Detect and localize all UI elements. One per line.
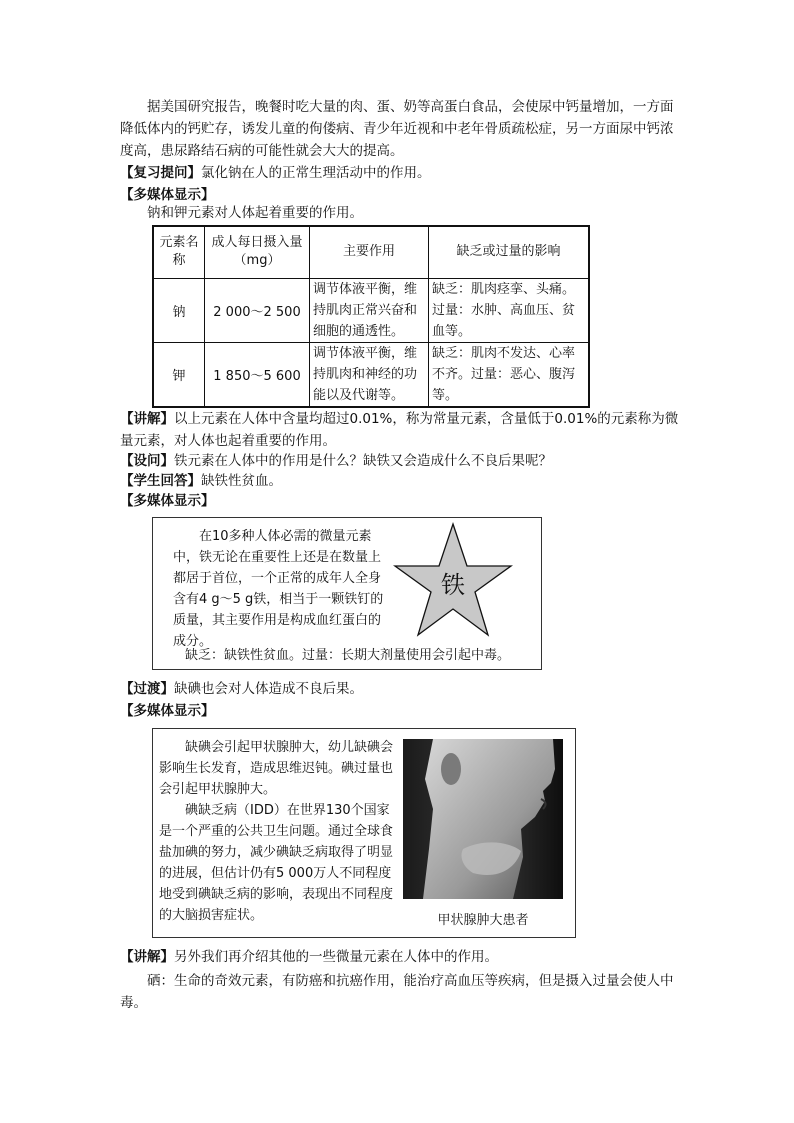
element-table (152, 225, 590, 408)
media1-caption: 钠和钾元素对人体起着重要的作用。 (147, 205, 363, 221)
table-row-sodium (153, 278, 589, 342)
lecture2 (120, 946, 680, 968)
answer-tag: 【学生回答】 (120, 473, 201, 489)
patient-photo (403, 739, 563, 899)
table-header-role: 主要作用 (310, 226, 429, 278)
transition-text: 缺碘也会对人体造成不良后果。 (174, 681, 363, 697)
table-cell-name: 钾 (153, 342, 205, 407)
lecture2-text: 另外我们再介绍其他的一些微量元素在人体中的作用。 (174, 949, 498, 965)
iron-info-box (152, 517, 542, 670)
lecture1-tag: 【讲解】 (120, 411, 174, 427)
transition-tag: 【过渡】 (120, 681, 174, 697)
table-header-row (153, 226, 589, 278)
table-cell-role: 调节体液平衡，维持肌肉正常兴奋和细胞的通透性。 (310, 278, 429, 342)
review-tag: 【复习提问】 (120, 165, 201, 181)
question (120, 450, 680, 472)
table-cell-effect: 缺乏：肌肉痉挛、头痛。过量：水肿、高血压、贫血等。 (429, 278, 590, 342)
star-icon (393, 520, 513, 640)
answer-text: 缺铁性贫血。 (201, 473, 282, 489)
table-header-effect: 缺乏或过量的影响 (429, 226, 590, 278)
media2-heading (120, 490, 680, 512)
table-row-potassium (153, 342, 589, 407)
review-text: 氯化钠在人的正常生理活动中的作用。 (201, 165, 431, 181)
media1-tag: 【多媒体显示】 (120, 187, 215, 203)
table-cell-intake: 2 000～2 500 (205, 278, 310, 342)
iodine-info-box (152, 728, 576, 938)
table-cell-intake: 1 850～5 600 (205, 342, 310, 407)
answer (120, 470, 680, 492)
table-cell-role: 调节体液平衡，维持肌肉和神经的功能以及代谢等。 (310, 342, 429, 407)
question-text: 铁元素在人体中的作用是什么？缺铁又会造成什么不良后果呢？ (174, 453, 552, 469)
photo-caption: 甲状腺肿大患者 (437, 913, 529, 928)
lecture1-text: 以上元素在人体中含量均超过0.01%，称为常量元素，含量低于0.01%的元素称为微量元素，对人体也起着重要的作用。 (120, 411, 679, 449)
table-cell-name: 钠 (153, 278, 205, 342)
table-header-intake: 成人每日摄入量（mg） (205, 226, 310, 278)
lecture1 (120, 408, 680, 452)
selenium-paragraph: 硒：生命的奇效元素，有防癌和抗癌作用，能治疗高血压等疾病，但是摄入过量会使人中毒。 (120, 973, 674, 1011)
transition (120, 678, 680, 700)
media3-tag: 【多媒体显示】 (120, 703, 215, 719)
iron-info-text: 在10多种人体必需的微量元素中，铁无论在重要性上还是在数量上都居于首位，一个正常的成年人全身含有4 g～5 g铁，相当于一颗铁钉的质量，其主要作用是构成血红蛋白的成分。 (173, 529, 384, 649)
iron-effects: 缺乏：缺铁性贫血。过量：长期大剂量使用会引起中毒。 (185, 648, 511, 663)
table-header-name: 元素名称 (153, 226, 205, 278)
question-tag: 【设问】 (120, 453, 174, 469)
intro-paragraph: 据美国研究报告，晚餐时吃大量的肉、蛋、奶等高蛋白食品，会使尿中钙量增加，一方面降低体内的钙贮存，诱发儿童的佝偻病、青少年近视和中老年骨质疏松症，另一方面尿中钙浓度高，患尿路结石病的可能性就会大大的提高。 (120, 99, 674, 159)
iodine-paragraph-2: 碘缺乏病（IDD）在世界130个国家是一个严重的公共卫生问题。通过全球食盐加碘的努力，减少碘缺乏病取得了明显的进展，但估计仍有5 000万人不同程度地受到碘缺乏病的影响，表现出不同程度的大脑损害症状。 (159, 803, 394, 923)
iodine-paragraph-1: 缺碘会引起甲状腺肿大，幼儿缺碘会影响生长发育，造成思维迟钝。碘过量也会引起甲状腺肿大。 (159, 740, 394, 797)
media3-heading (120, 700, 680, 722)
star-label: 铁 (441, 571, 465, 599)
table-cell-effect: 缺乏：肌肉不发达、心率不齐。过量：恶心、腹泻等。 (429, 342, 590, 407)
iodine-info-text (159, 737, 395, 926)
lecture2-tag: 【讲解】 (120, 949, 174, 965)
review-question (120, 162, 680, 184)
media2-tag: 【多媒体显示】 (120, 493, 215, 509)
